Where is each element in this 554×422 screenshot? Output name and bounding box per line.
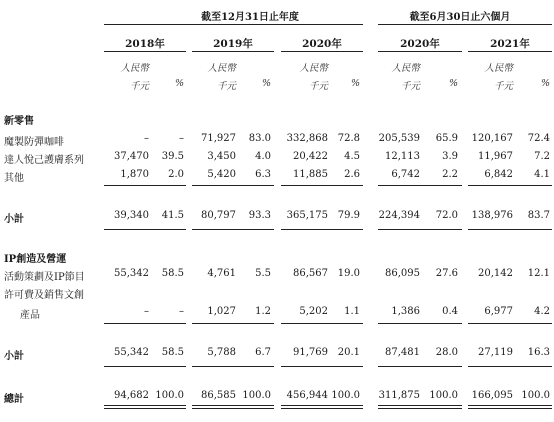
group-rule-half-year [378, 24, 552, 25]
table-row-value: 1,870 [120, 169, 149, 180]
subtotal-row-value: 27,119 [478, 347, 513, 358]
table-row-value: – [144, 306, 149, 317]
total-rule-double [192, 408, 274, 409]
group-header-annual: 截至12月31日止年度 [201, 12, 299, 23]
subtotal-row-value: 80,797 [201, 210, 236, 221]
table-row-value: 1,386 [391, 306, 420, 317]
total-row-value: 86,585 [201, 390, 236, 401]
table-row-value: 4.0 [255, 151, 271, 162]
total-row-value: 100.0 [521, 390, 550, 401]
subtotal-rule-bottom [281, 229, 363, 230]
year-header-2020: 2020年 [302, 38, 342, 50]
total-rule [378, 405, 462, 406]
year-rule-2019 [192, 51, 274, 52]
subtotal-rule-top [281, 185, 363, 186]
subtotal-rule-bottom [378, 229, 462, 230]
percent-label: % [350, 78, 360, 89]
year-rule-2021-h1 [468, 51, 552, 52]
table-row-value: 86,567 [293, 268, 328, 279]
subtotal-row-value: 55,342 [114, 347, 149, 358]
table-row-value: 65.9 [435, 133, 458, 144]
subtotal-rule-bottom [192, 366, 274, 367]
table-row-value: 20,422 [293, 151, 328, 162]
table-row-value: 11,967 [478, 151, 513, 162]
subtotal-row-value: 39,340 [114, 210, 149, 221]
total-row-value: 100.0 [155, 390, 184, 401]
group-header-half-year: 截至6月30日止六個月 [409, 12, 511, 23]
currency-label: 人民幣 [120, 63, 149, 74]
year-rule-2018 [104, 51, 186, 52]
subtotal-row-value: 93.3 [248, 210, 271, 221]
total-row-value: 166,095 [471, 390, 513, 401]
table-row-value: 2.2 [442, 169, 458, 180]
row-label: 活動策劃及IP節目 [4, 272, 85, 283]
table-row-value: 1.1 [344, 306, 360, 317]
table-row-value: 11,885 [293, 169, 328, 180]
table-row-value: 3.9 [442, 151, 458, 162]
total-label: 總計 [4, 394, 24, 405]
subtotal-row-value: 5,788 [207, 347, 236, 358]
subtotal-row-value: 16.3 [527, 347, 550, 358]
table-row-value: – [179, 306, 184, 317]
year-header-2021-h1: 2021年 [490, 38, 530, 50]
year-rule-2020 [281, 51, 363, 52]
thousand-label: 千元 [493, 81, 513, 92]
table-row-value: 4,761 [207, 268, 236, 279]
subtotal-row-value: 20.1 [337, 347, 360, 358]
subtotal-rule-top [104, 323, 186, 324]
subtotal-row-value: 79.9 [337, 210, 360, 221]
subtotal-label: 小計 [4, 351, 24, 362]
subtotal-rule-bottom [468, 229, 552, 230]
table-row-value: 120,167 [471, 133, 513, 144]
table-row-value: 2.0 [168, 169, 184, 180]
row-label: 許可費及銷售文創 [4, 290, 84, 301]
row-label: 魔製防彈咖啡 [4, 137, 64, 148]
total-rule-double [468, 408, 552, 409]
subtotal-rule-bottom [104, 229, 186, 230]
subtotal-rule-top [281, 323, 363, 324]
total-rule-double [281, 408, 363, 409]
total-row-value: 311,875 [378, 390, 420, 401]
table-row-value: 4.1 [534, 169, 550, 180]
table-row-value: 5,202 [299, 306, 328, 317]
table-row-value: 55,342 [114, 268, 149, 279]
table-row-value: 5,420 [207, 169, 236, 180]
subtotal-row-value: 138,976 [471, 210, 513, 221]
year-header-2018: 2018年 [125, 38, 165, 50]
table-row-value: 27.6 [435, 268, 458, 279]
table-row-value: 5.5 [255, 268, 271, 279]
total-row-value: 94,682 [114, 390, 149, 401]
table-row-value: 19.0 [337, 268, 360, 279]
subtotal-rule-top [192, 323, 274, 324]
subtotal-row-value: 6.7 [255, 347, 271, 358]
total-row-value: 456,944 [286, 390, 328, 401]
row-label-continued: 產品 [20, 310, 40, 321]
table-row-value: 58.5 [161, 268, 184, 279]
total-row-value: 100.0 [331, 390, 360, 401]
subtotal-row-value: 87,481 [385, 347, 420, 358]
table-row-value: 0.4 [442, 306, 458, 317]
total-rule [192, 405, 274, 406]
table-row-value: 4.5 [344, 151, 360, 162]
subtotal-row-value: 41.5 [161, 210, 184, 221]
thousand-label: 千元 [400, 81, 420, 92]
table-row-value: 1,027 [207, 306, 236, 317]
section-title-new-retail: 新零售 [4, 116, 34, 127]
year-header-2020-h1: 2020年 [400, 38, 440, 50]
currency-label: 人民幣 [484, 63, 513, 74]
section-title-ip: IP創造及營運 [4, 254, 67, 265]
table-row-value: 1.2 [255, 306, 271, 317]
subtotal-rule-top [104, 185, 186, 186]
table-row-value: 83.0 [248, 133, 271, 144]
currency-label: 人民幣 [299, 63, 328, 74]
subtotal-rule-top [378, 185, 462, 186]
table-row-value: 6,742 [391, 169, 420, 180]
table-row-value: 20,142 [478, 268, 513, 279]
total-rule [281, 405, 363, 406]
table-row-value: 12,113 [385, 151, 420, 162]
table-row-value: 332,868 [286, 133, 328, 144]
table-row-value: 6,977 [484, 306, 513, 317]
table-row-value: 72.4 [527, 133, 550, 144]
subtotal-label: 小計 [4, 214, 24, 225]
table-row-value: 3,450 [207, 151, 236, 162]
subtotal-row-value: 72.0 [435, 210, 458, 221]
subtotal-row-value: 58.5 [161, 347, 184, 358]
table-row-value: 2.6 [344, 169, 360, 180]
currency-label: 人民幣 [391, 63, 420, 74]
total-rule [468, 405, 552, 406]
subtotal-row-value: 224,394 [378, 210, 420, 221]
subtotal-row-value: 28.0 [435, 347, 458, 358]
subtotal-rule-bottom [281, 366, 363, 367]
total-rule [104, 405, 186, 406]
table-row-value: 39.5 [161, 151, 184, 162]
table-row-value: – [144, 133, 149, 144]
subtotal-rule-bottom [378, 366, 462, 367]
subtotal-rule-bottom [192, 229, 274, 230]
percent-label: % [540, 78, 550, 89]
subtotal-row-value: 91,769 [293, 347, 328, 358]
percent-label: % [448, 78, 458, 89]
subtotal-rule-bottom [468, 366, 552, 367]
table-row-value: 7.2 [534, 151, 550, 162]
row-label: 達人悅己護膚系列 [4, 155, 84, 166]
subtotal-rule-top [192, 185, 274, 186]
group-rule-annual [104, 24, 363, 25]
table-row-value: 72.8 [337, 133, 360, 144]
table-row-value: 6,842 [484, 169, 513, 180]
total-row-value: 100.0 [242, 390, 271, 401]
table-row-value: 86,095 [385, 268, 420, 279]
subtotal-row-value: 365,175 [286, 210, 328, 221]
table-row-value: 37,470 [114, 151, 149, 162]
subtotal-row-value: 83.7 [527, 210, 550, 221]
total-row-value: 100.0 [429, 390, 458, 401]
thousand-label: 千元 [308, 81, 328, 92]
year-rule-2020-h1 [378, 51, 462, 52]
total-rule-double [104, 408, 186, 409]
percent-label: % [174, 78, 184, 89]
row-label: 其他 [4, 173, 24, 184]
table-row-value: 4.2 [534, 306, 550, 317]
table-row-value: 205,539 [378, 133, 420, 144]
year-header-2019: 2019年 [213, 38, 253, 50]
table-row-value: 6.3 [255, 169, 271, 180]
table-row-value: 12.1 [527, 268, 550, 279]
thousand-label: 千元 [216, 81, 236, 92]
subtotal-rule-top [378, 323, 462, 324]
thousand-label: 千元 [129, 81, 149, 92]
total-rule-double [378, 408, 462, 409]
subtotal-rule-bottom [104, 366, 186, 367]
subtotal-rule-top [468, 185, 552, 186]
currency-label: 人民幣 [207, 63, 236, 74]
table-row-value: – [179, 133, 184, 144]
subtotal-rule-top [468, 323, 552, 324]
percent-label: % [261, 78, 271, 89]
table-row-value: 71,927 [201, 133, 236, 144]
